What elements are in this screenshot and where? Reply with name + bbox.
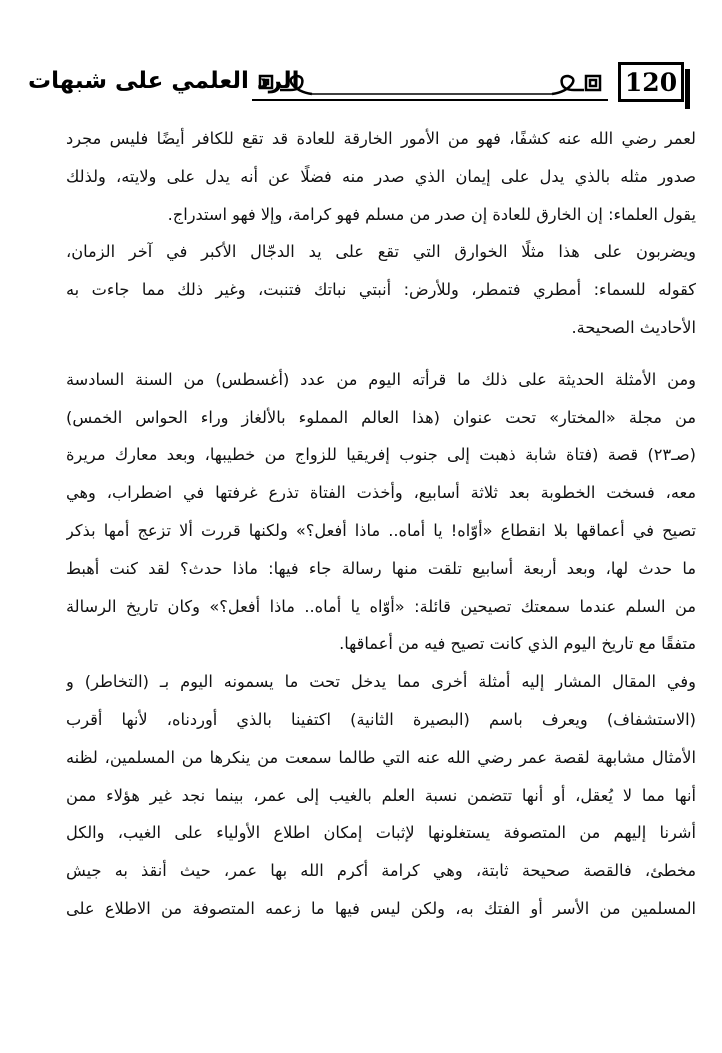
text-line: أنها مما لا يُعقل، أو أنها تتضمن نسبة العلم بالغيب إلى عمر، بينما نجد غير هؤلاء ممن [66, 785, 696, 805]
page-header [28, 58, 696, 112]
text-line: أشرنا إليهم من المتصوفة يستغلونها لإثبات إمكان اطلاع الأولياء على الغيب، والكل [66, 823, 696, 843]
paragraph [66, 663, 696, 928]
text-line: (صـ٢٣) قصة (فتاة شابة ذهبت إلى جنوب إفريقيا للزواج من خطيبها، وبعد معارك مريرة [66, 445, 696, 465]
paragraph [66, 233, 696, 346]
text-line: كقوله للسماء: أمطري فتمطر، وللأرض: أنبتي نباتك فتنبت، وغير ذلك مما جاءت به [66, 280, 696, 300]
paragraph [66, 361, 696, 663]
text-line: المسلمين من الأسر أو الفتك به، ولكن ليس فيها ما زعمه المتصوفة من الاطلاع على [66, 898, 696, 918]
text-line: يقول العلماء: إن الخارق للعادة إن صدر من مسلم فهو كرامة، وإلا فهو استدراج. [167, 204, 696, 224]
text-line: (الاستشفاف) ويعرف باسم (البصيرة الثانية) اكتفينا بالذي أوردناه، لأنها أقرب [66, 709, 696, 729]
text-line: ما حدث لها، وبعد أربعة أسابيع تلقت منها رسالة جاء فيها: ماذا حدث؟ لقد كنت أهبط [66, 558, 696, 578]
text-line: ويضربون على هذا مثلًا الخوارق التي تقع على يد الدجّال الأكبر في آخر الزمان، [66, 242, 696, 262]
text-line: مخطئ، فالقصة صحيحة ثابتة، وهي كرامة أكرم الله بها عمر، حيث أنقذ به جيش [66, 861, 696, 881]
page-number: 120 [618, 62, 684, 102]
text-line: ومن الأمثلة الحديثة على ذلك ما قرأته اليوم من عدد (أغسطس) من السنة السادسة [66, 369, 696, 389]
text-line: من مجلة «المختار» تحت عنوان (هذا العالم المملوء بالألغاز وراء الحواس الخمس) [66, 407, 696, 427]
body-text [66, 120, 696, 928]
text-line: تصيح في أعماقها بلا انقطاع «أوّاه! يا أماه.. ماذا أفعل؟» ولكنها قررت ألا تزعج أمها بذكر [66, 520, 696, 540]
paragraph [66, 120, 696, 233]
text-line: من السلم عندما سمعتك تصيحين قائلة: «أوّاه يا أماه.. ماذا أفعل؟» وكان تاريخ الرسالة [66, 596, 696, 616]
text-line: متفقًا مع تاريخ اليوم الذي كانت تصيح فيه من أعماقها. [339, 634, 696, 654]
text-line: لعمر رضي الله عنه كشفًا، فهو من الأمور الخارقة للعادة قد تقع للكافر أيضًا فليس مجرد [66, 129, 696, 148]
paragraph-gap [66, 347, 696, 361]
text-line: الأمثال مشابهة لقصة عمر رضي الله عنه التي طالما سمعت من ينكرها من المسلمين، لظنه [66, 747, 696, 767]
text-line: وفي المقال المشار إليه أمثلة أخرى مما يدخل تحت ما يسمونه اليوم بـ (التخاطر) و [66, 672, 696, 692]
text-line: الأحاديث الصحيحة. [571, 317, 696, 337]
text-line: صدور مثله بالذي يدل على إيمان الذي صدر منه فضلًا عن أنه يدل على ولايته، ولذلك [66, 166, 696, 186]
running-title: الرد العلمي على شبهات [28, 68, 300, 94]
text-line: معه، فسخت الخطوبة بعد ثلاثة أسابيع، وأخذت الفتاة تذرع غرفتها في اضطراب، وهي [66, 483, 696, 503]
header-ornament [252, 70, 608, 104]
